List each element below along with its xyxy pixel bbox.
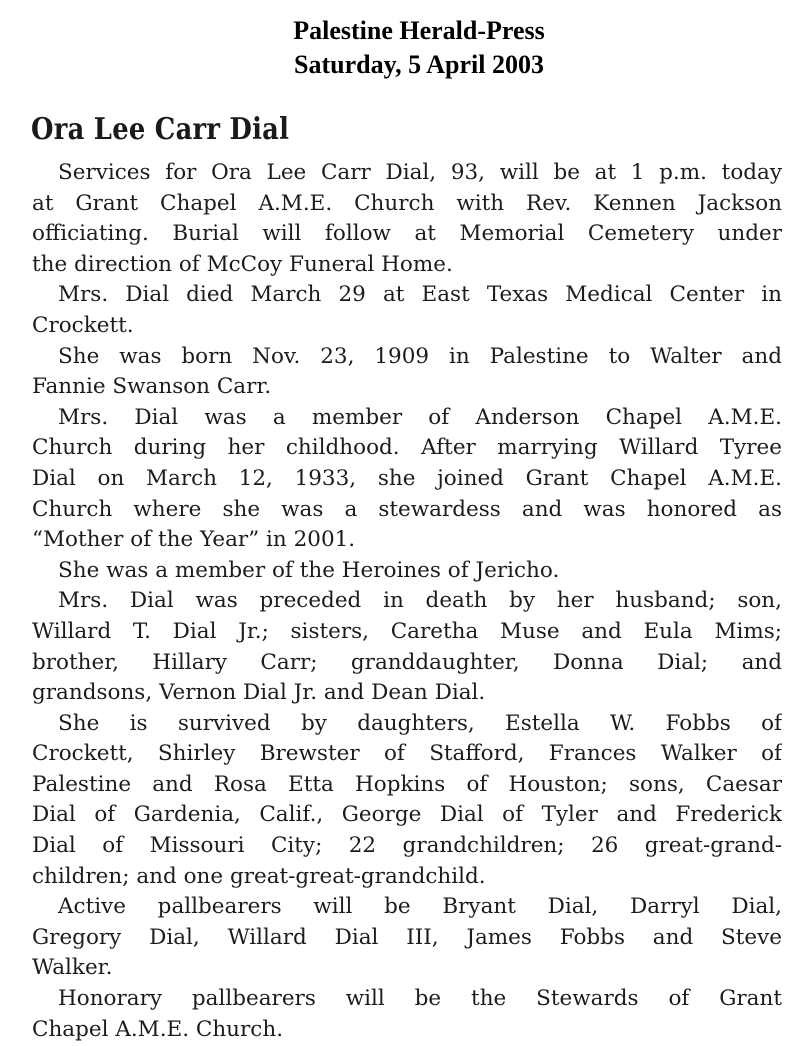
article-line: Palestine and Rosa Etta Hopkins of Houston; sons, Caesar — [32, 771, 782, 797]
article-line: Active pallbearers will be Bryant Dial, Darryl Dial, — [58, 894, 782, 920]
article-line: officiating. Burial will follow at Memorial Cemetery under — [32, 221, 782, 247]
article-line: Dial of Gardenia, Calif., George Dial of Tyler and Frederick — [32, 802, 782, 828]
article-line: Willard T. Dial Jr.; sisters, Caretha Muse and Eula Mims; — [32, 618, 782, 644]
article-line: Walker. — [32, 955, 113, 981]
article-line: Crockett. — [32, 312, 134, 338]
article-line: Church during her childhood. After marrying Willard Tyree — [32, 435, 782, 461]
article-line: at Grant Chapel A.M.E. Church with Rev. Kennen Jackson — [32, 190, 782, 216]
article-line: brother, Hillary Carr; granddaughter, Donna Dial; and — [32, 649, 782, 675]
article-line: Dial of Missouri City; 22 grandchildren; 26 great-grand- — [32, 833, 782, 859]
article-line: the direction of McCoy Funeral Home. — [32, 251, 453, 277]
article-line: children; and one great-great-grandchild. — [32, 863, 486, 889]
article-line: Fannie Swanson Carr. — [32, 374, 272, 400]
article-line: She was born Nov. 23, 1909 in Palestine to Walter and — [58, 343, 782, 369]
obituary-body — [32, 158, 782, 1045]
article-line: Services for Ora Lee Carr Dial, 93, will be at 1 p.m. today — [58, 160, 782, 185]
article-line: “Mother of the Year” in 2001. — [32, 527, 356, 553]
article-line: She was a member of the Heroines of Jericho. — [58, 557, 560, 583]
article-line: Church where she was a stewardess and was honored as — [32, 496, 782, 522]
obituary-headline: Ora Lee Carr Dial — [31, 112, 290, 147]
article-line: Mrs. Dial died March 29 at East Texas Medical Center in — [58, 282, 782, 308]
article-line: She is survived by daughters, Estella W. Fobbs of — [58, 710, 782, 736]
article-line: Chapel A.M.E. Church. — [32, 1016, 284, 1042]
article-line: Dial on March 12, 1933, she joined Grant Chapel A.M.E. — [32, 465, 782, 491]
article-line: Gregory Dial, Willard Dial III, James Fobbs and Steve — [32, 924, 782, 950]
masthead — [0, 14, 812, 82]
publication-date: Saturday, 5 April 2003 — [294, 50, 544, 79]
article-line: Honorary pallbearers will be the Stewards of Grant — [58, 986, 782, 1012]
article-line: Mrs. Dial was a member of Anderson Chapel A.M.E. — [58, 404, 782, 430]
article-line: Crockett, Shirley Brewster of Stafford, Frances Walker of — [32, 741, 782, 767]
article-line: Mrs. Dial was preceded in death by her husband; son, — [58, 588, 782, 614]
article-line: grandsons, Vernon Dial Jr. and Dean Dial. — [32, 680, 486, 706]
newspaper-name: Palestine Herald-Press — [293, 16, 545, 45]
